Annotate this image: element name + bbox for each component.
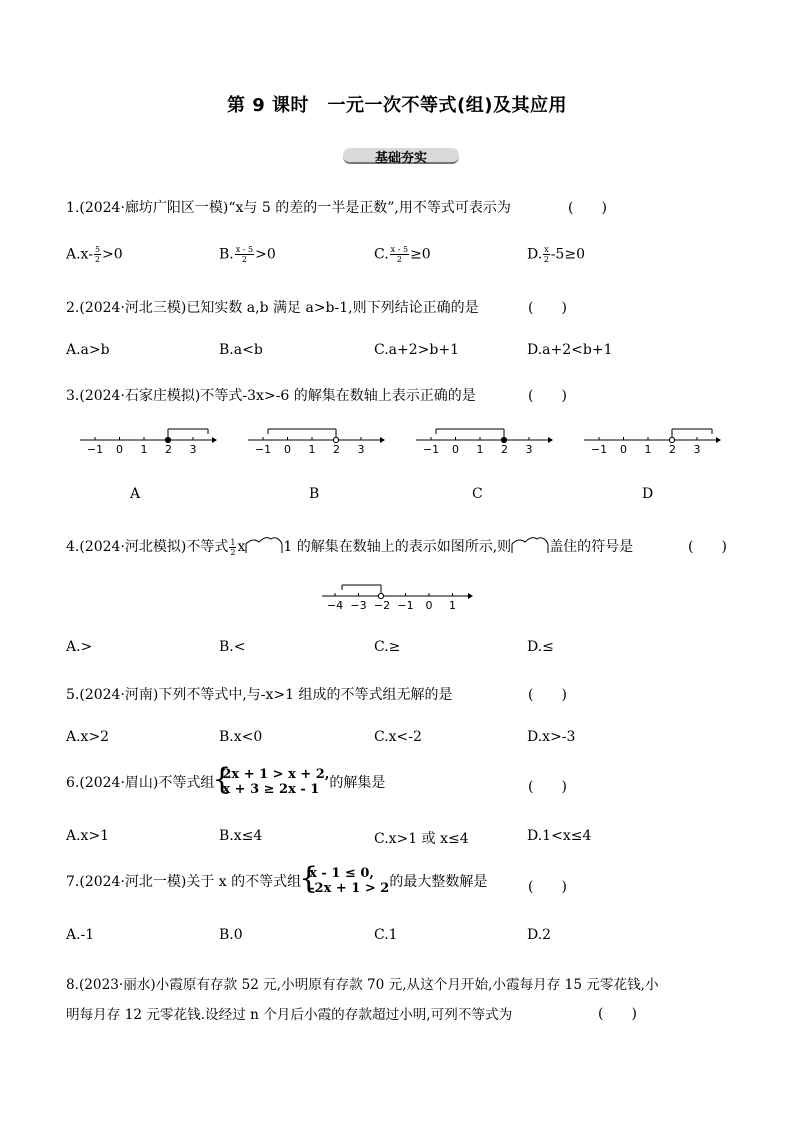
tick-label: 3 <box>189 443 197 456</box>
tick-label: −4 <box>326 599 344 612</box>
question-4-option-d: D.≤ <box>527 639 554 655</box>
question-6-option-d: D.1<x≤4 <box>527 828 592 844</box>
section-header-label: 基础夯实 <box>374 151 427 166</box>
inequality-system-q6: { 2x + 1 > x + 2, x + 3 ≥ 2x - 1 <box>212 762 330 797</box>
question-4-option-b: B.< <box>219 639 246 655</box>
tick-label: 0 <box>425 599 433 612</box>
cover-shape-icon <box>511 536 549 554</box>
question-3-option-a-label: A <box>130 486 141 502</box>
tick-label: −2 <box>373 599 391 612</box>
number-line-option-a <box>78 424 218 458</box>
tick-label: 0 <box>452 443 459 456</box>
question-6-answer-paren: ( ) <box>528 779 567 795</box>
tick-label: 2 <box>501 443 508 456</box>
question-8-answer-paren: ( ) <box>598 1006 637 1022</box>
question-5-option-c: C.x<-2 <box>374 729 422 745</box>
tick-label: 2 <box>333 443 340 456</box>
question-3-option-c-label: C <box>472 486 483 502</box>
question-6-option-a: A.x>1 <box>66 828 110 844</box>
question-2-option-a: A.a>b <box>66 342 110 358</box>
question-1-stem: 1.(2024·廊坊广阳区一模)“x与 5 的差的一半是正数”,用不等式可表示为 <box>66 200 511 216</box>
question-3-stem: 3.(2024·石家庄模拟)不等式-3x>-6 的解集在数轴上表示正确的是 <box>66 388 476 404</box>
tick-label: 2 <box>669 443 676 456</box>
inequality-system-q7: { x - 1 ≤ 0, -2x + 1 > 2 <box>299 861 390 896</box>
question-6-option-c: C.x>1 或 x≤4 <box>374 831 469 847</box>
question-5-answer-paren: ( ) <box>528 687 567 703</box>
question-6-stem: 6.(2024·眉山)不等式组 { 2x + 1 > x + 2, x + 3 ≥ 2x - 1 的解集是 <box>66 762 386 797</box>
tick-label: 1 <box>308 443 316 456</box>
tick-label: 3 <box>693 443 701 456</box>
question-5-option-b: B.x<0 <box>219 729 263 745</box>
section-header <box>343 148 459 164</box>
question-1-option-b: B. $\frac{x - 5}{2}$ >0 <box>219 245 276 264</box>
solid-point-c <box>501 437 506 442</box>
question-7-answer-paren: ( ) <box>528 879 567 895</box>
question-5-option-d: D.x>-3 <box>527 729 576 745</box>
cover-shape-icon <box>245 536 283 554</box>
question-3-answer-paren: ( ) <box>528 388 567 404</box>
number-line-option-b <box>246 424 386 458</box>
question-1-option-c: C. $\frac{x - 5}{2}$ ≥0 <box>374 245 431 264</box>
tick-label: −1 <box>422 443 440 456</box>
question-5-stem: 5.(2024·河南)下列不等式中,与-x>1 组成的不等式组无解的是 <box>66 687 453 703</box>
question-7-option-c: C.1 <box>374 927 398 943</box>
question-8-stem-line-1: 8.(2023·丽水)小霞原有存款 52 元,小明原有存款 70 元,从这个月开始,小霞每月存 15 元零花钱,小 <box>66 977 659 993</box>
tick-label: 1 <box>449 599 456 612</box>
tick-label: 0 <box>116 443 123 456</box>
open-point-q4 <box>378 593 383 598</box>
tick-label: 1 <box>644 443 652 456</box>
solid-point-a <box>165 437 170 442</box>
tick-label: −1 <box>254 443 272 456</box>
question-1-option-a: A.x- $\frac{5}{2}$ >0 <box>66 245 123 264</box>
number-line-question-4 <box>320 580 476 614</box>
question-8-stem-line-2: 明每月存 12 元零花钱.设经过 n 个月后小霞的存款超过小明,可列不等式为 <box>66 1007 513 1023</box>
number-line-option-d <box>582 424 722 458</box>
question-3-option-d-label: D <box>642 486 654 502</box>
question-7-option-a: A.-1 <box>66 927 95 943</box>
question-4-option-a: A.> <box>66 639 93 655</box>
question-6-option-b: B.x≤4 <box>219 828 263 844</box>
question-2-option-c: C.a+2>b+1 <box>374 342 459 358</box>
question-4-option-c: C.≥ <box>374 639 401 655</box>
tick-label: 1 <box>476 443 484 456</box>
question-2-answer-paren: ( ) <box>528 300 567 316</box>
tick-label: −3 <box>350 599 367 612</box>
question-4-stem: 4.(2024·河北模拟)不等式 $\frac{1}{2}$ x 1 的解集在数轴上的表示如图所示,则 盖住的符号是 <box>66 537 634 557</box>
question-1-option-d: D. $\frac{x}{2}$ -5≥0 <box>527 245 585 264</box>
tick-label: 3 <box>357 443 365 456</box>
tick-label: −1 <box>397 599 414 612</box>
tick-label: −1 <box>86 443 104 456</box>
question-1-answer-paren: ( ) <box>568 200 607 216</box>
open-point-b <box>333 437 338 442</box>
open-point-d <box>669 437 674 442</box>
question-7-option-d: D.2 <box>527 927 552 943</box>
page-title: 第 9 课时 一元一次不等式(组)及其应用 <box>226 95 567 116</box>
question-3-option-b-label: B <box>309 486 320 502</box>
question-2-stem: 2.(2024·河北三模)已知实数 a,b 满足 a>b-1,则下列结论正确的是 <box>66 300 479 316</box>
question-4-answer-paren: ( ) <box>688 539 727 555</box>
tick-label: 2 <box>165 443 172 456</box>
tick-label: 0 <box>620 443 627 456</box>
tick-label: 1 <box>140 443 148 456</box>
tick-label: 3 <box>525 443 533 456</box>
question-2-option-d: D.a+2<b+1 <box>527 342 613 358</box>
number-line-option-c <box>414 424 554 458</box>
question-7-stem: 7.(2024·河北一模)关于 x 的不等式组 { x - 1 ≤ 0, -2x + 1 > 2 的最大整数解是 <box>66 861 488 896</box>
tick-label: 0 <box>284 443 291 456</box>
question-5-option-a: A.x>2 <box>66 729 110 745</box>
question-2-option-b: B.a<b <box>219 342 263 358</box>
tick-label: −1 <box>590 443 608 456</box>
question-7-option-b: B.0 <box>219 927 243 943</box>
